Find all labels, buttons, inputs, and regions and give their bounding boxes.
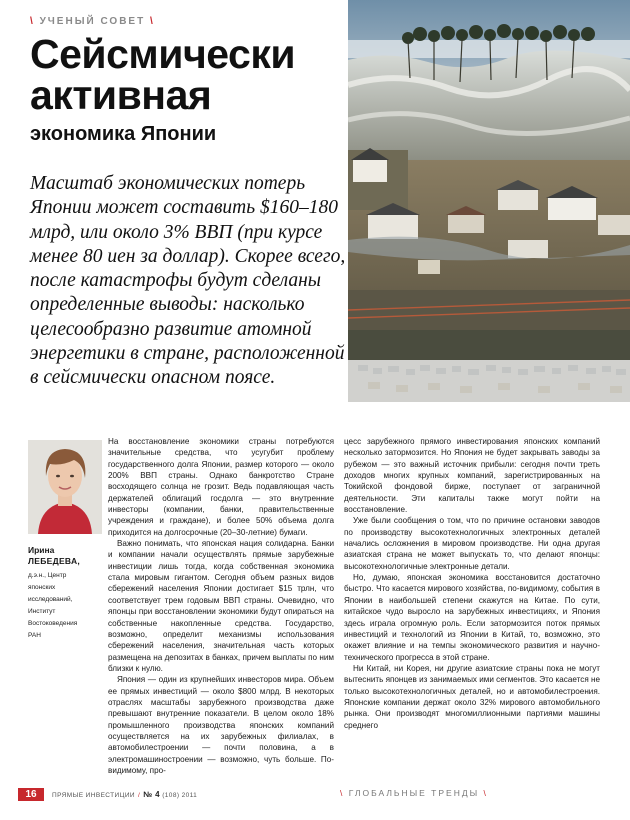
paragraph: Уже были сообщения о том, что по причине остановки заводов по производству высокотехнологичных электронных деталей начались осложнения в мировом производстве. Ни одна другая азиатская страна не может выпускать то, что делают японцы: высокотехнологичные электронные детали.	[344, 516, 600, 571]
body-column-2	[344, 436, 600, 731]
affiliation-line: исследований,	[28, 596, 73, 603]
author-affiliation	[28, 570, 102, 642]
footer-section-name: ГЛОБАЛЬНЫЕ ТРЕНДЫ	[348, 788, 480, 798]
title-line-1: Сейсмически	[30, 31, 296, 77]
body-column-1	[108, 436, 334, 776]
paragraph: цесс зарубежного прямого инвестирования японских компаний несколько затормозится. Но Япония не будет закрывать заводы за рубежом — это важный источник прибыли: сегодня почти треть доходов многих крупных компаний, зарегистрированных на Токийской фондовой бирже, поступает от заграничной деятельности. Эти капиталы также могут пойти на восстановление.	[344, 437, 600, 515]
paragraph: Япония — один из крупнейших инвесторов мира. Объем ее прямых инвестиций — около $800 млрд. В некоторых отраслях масштабы зарубежного производства даже превышают внутренние показатели. В целом около 18% промышленного производства японских компаний осуществляется на их зарубежных филиалах, в автомобилестроении — почти половина, а в электромашиностроении — возможно, чуть больше. По-видимому, про-	[108, 675, 334, 775]
slash-icon: /	[137, 792, 141, 799]
section-tag	[30, 16, 155, 27]
section-name: УЧЕНЫЙ СОВЕТ	[39, 16, 146, 27]
issue-number: № 4	[143, 790, 160, 799]
affiliation-line: РАН	[28, 632, 41, 639]
slash-icon: \	[483, 788, 488, 798]
slash-icon: \	[340, 788, 345, 798]
affiliation-line: японских	[28, 584, 56, 591]
article-subtitle: экономика Японии	[30, 123, 217, 145]
slash-icon: \	[30, 16, 35, 27]
author-first-name: Ирина	[28, 545, 55, 555]
page-number: 16	[18, 788, 44, 801]
tsunami-photo	[348, 0, 630, 402]
paragraph: Важно понимать, что японская нация солидарна. Банки и компании начали осуществлять прямые зарубежные инвестиции лишь тогда, когда собственная экономика стала мировым гигантом. Сегодня объем разных видов сбережений населения Японии достигает $15 трлн, что соответствует трем годовым ВВП страны. Очевидно, что японцы при восстановлении экономики будут опираться на собственные накопленные средства. Государство, возможно, определит механизмы использования сбережений населения, значительная часть которых размещена на депозитах в банках, причем выплаты по ним близки к нулю.	[108, 539, 334, 673]
author-last-name: ЛЕБЕДЕВА,	[28, 556, 81, 566]
paragraph: Ни Китай, ни Корея, ни другие азиатские страны пока не могут вытеснить японцев из занимаемых ими сегментов. Это касается не только высокотехнологичных деталей, но и автомобилестроения. Японские компании держат около 32% мирового автомобильного рынка. Они производят многомиллионными партиями машины среднего	[344, 663, 600, 730]
footer-magazine	[52, 790, 197, 799]
article-title	[30, 31, 350, 118]
magazine-name: ПРЯМЫЕ ИНВЕСТИЦИИ	[52, 792, 135, 799]
paragraph: На восстановление экономики страны потребуются значительные средства, что усугубит проблему государственного долга Японии, размер которого — около 200% ВВП страны. Однако банкротство Стране восходящего солнца не грозит. Ведь подавляющая часть держателей облигаций госдолга — это внутренние инвесторы (компании, банки, правительственные учреждения и граждане), и более 50% объема долга приходится на долгосрочные (20–30-летние) бумаги.	[108, 437, 334, 537]
affiliation-line: д.э.н., Центр	[28, 572, 67, 579]
issue-detail: (108) 2011	[162, 792, 198, 799]
paragraph: Но, думаю, японская экономика восстановится достаточно быстро. Что касается мирового хозяйства, по-видимому, события в Японии в наибольшей степени скажутся на Китае. По сути, китайское чудо выросло на зарубежных инвестициях, и Япония здесь играла огромную роль. Если затормозится поток прямых инвестиций и технологий из Японии в Китай, то, возможно, это окажет влияние и на темпы экономического развития и научно-технического прогресса в этой стране.	[344, 573, 600, 662]
title-line-2: активная	[30, 72, 212, 118]
author-portrait	[28, 440, 102, 534]
lead-paragraph: Масштаб экономических потерь Японии может составить $160–180 млрд, или около 3% ВВП (при курсе менее 80 иен за доллар). Скорее всего, после катастрофы будут сделаны определенные выводы: насколько целесообразно развитие атомной энергетики в стране, расположенной в сейсмически опасном поясе.	[30, 173, 346, 389]
footer-section	[340, 788, 488, 798]
affiliation-line: Институт	[28, 608, 56, 615]
slash-icon: \	[150, 16, 155, 27]
author-info	[28, 545, 102, 642]
affiliation-line: Востоковедения	[28, 620, 78, 627]
